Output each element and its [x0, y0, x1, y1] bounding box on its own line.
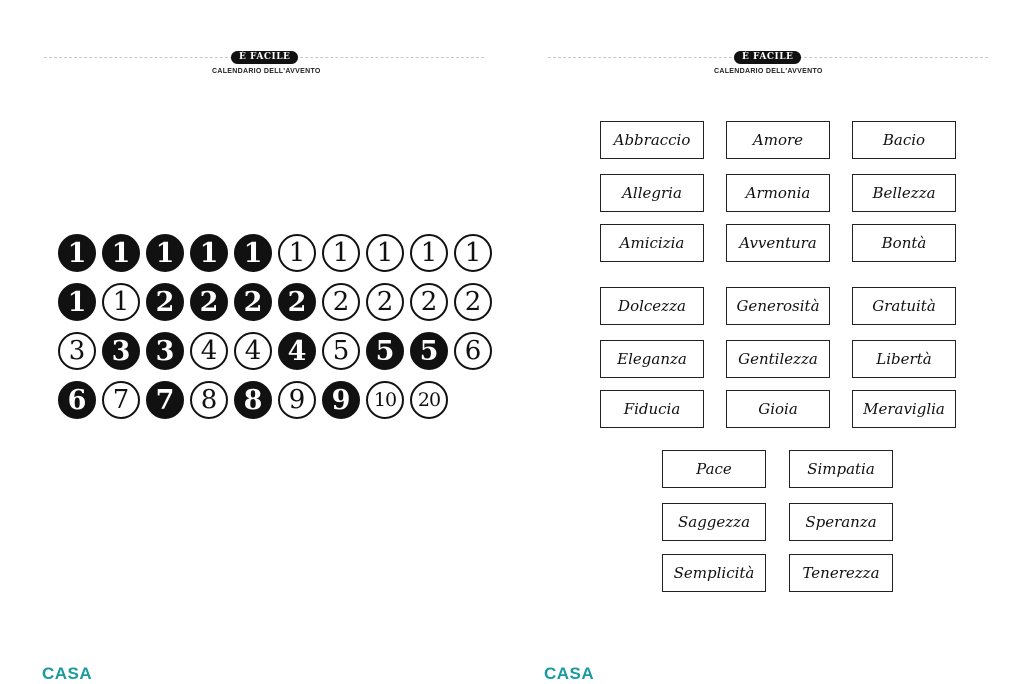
number-sticker: 3 [58, 332, 96, 370]
number-sticker: 2 [278, 283, 316, 321]
word-label: Fiducia [600, 390, 704, 428]
number-sticker: 2 [410, 283, 448, 321]
number-sticker: 1 [102, 283, 140, 321]
number-sticker: 10 [366, 381, 404, 419]
number-sticker: 2 [454, 283, 492, 321]
footer-brand: CASA [42, 664, 93, 683]
number-sticker: 4 [234, 332, 272, 370]
word-label: Gentilezza [726, 340, 830, 378]
word-label: Semplicità [662, 554, 766, 592]
number-sticker: 6 [58, 381, 96, 419]
number-sticker: 1 [102, 234, 140, 272]
word-label: Generosità [726, 287, 830, 325]
number-sticker: 5 [366, 332, 404, 370]
number-sticker: 4 [278, 332, 316, 370]
number-sticker: 1 [146, 234, 184, 272]
number-sticker: 1 [58, 283, 96, 321]
number-sticker: 2 [146, 283, 184, 321]
number-sticker: 2 [190, 283, 228, 321]
number-sticker: 2 [322, 283, 360, 321]
number-sticker: 8 [190, 381, 228, 419]
word-label: Armonia [726, 174, 830, 212]
number-sticker: 5 [322, 332, 360, 370]
number-sticker: 5 [410, 332, 448, 370]
word-label: Simpatia [789, 450, 893, 488]
number-sticker: 4 [190, 332, 228, 370]
right-page [512, 0, 1024, 683]
header-badge: È FACILE [231, 51, 298, 64]
number-sticker: 6 [454, 332, 492, 370]
number-sticker: 1 [366, 234, 404, 272]
word-label: Dolcezza [600, 287, 704, 325]
number-sticker: 1 [454, 234, 492, 272]
word-label: Libertà [852, 340, 956, 378]
number-sticker: 7 [102, 381, 140, 419]
left-page [0, 0, 512, 683]
number-sticker: 1 [234, 234, 272, 272]
word-label: Tenerezza [789, 554, 893, 592]
number-sticker: 7 [146, 381, 184, 419]
word-label: Allegria [600, 174, 704, 212]
word-label: Abbraccio [600, 121, 704, 159]
word-label: Pace [662, 450, 766, 488]
word-label: Bontà [852, 224, 956, 262]
number-sticker: 20 [410, 381, 448, 419]
number-sticker: 1 [190, 234, 228, 272]
word-label: Gioia [726, 390, 830, 428]
number-sticker: 9 [278, 381, 316, 419]
header-badge: È FACILE [734, 51, 801, 64]
word-label: Gratuità [852, 287, 956, 325]
word-label: Speranza [789, 503, 893, 541]
word-label: Bellezza [852, 174, 956, 212]
word-label: Eleganza [600, 340, 704, 378]
header-subtitle: CALENDARIO DELL'AVVENTO [714, 68, 823, 75]
number-sticker: 8 [234, 381, 272, 419]
number-sticker: 2 [234, 283, 272, 321]
word-label: Amore [726, 121, 830, 159]
number-sticker: 1 [58, 234, 96, 272]
footer-brand: CASA [544, 664, 595, 683]
number-sticker: 1 [410, 234, 448, 272]
word-label: Amicizia [600, 224, 704, 262]
word-label: Avventura [726, 224, 830, 262]
number-sticker: 3 [146, 332, 184, 370]
number-stickers-grid [58, 234, 498, 434]
word-label: Saggezza [662, 503, 766, 541]
number-sticker: 2 [366, 283, 404, 321]
header-subtitle: CALENDARIO DELL'AVVENTO [212, 68, 321, 75]
number-sticker: 1 [278, 234, 316, 272]
word-label: Meraviglia [852, 390, 956, 428]
number-sticker: 9 [322, 381, 360, 419]
word-label: Bacio [852, 121, 956, 159]
number-sticker: 3 [102, 332, 140, 370]
number-sticker: 1 [322, 234, 360, 272]
